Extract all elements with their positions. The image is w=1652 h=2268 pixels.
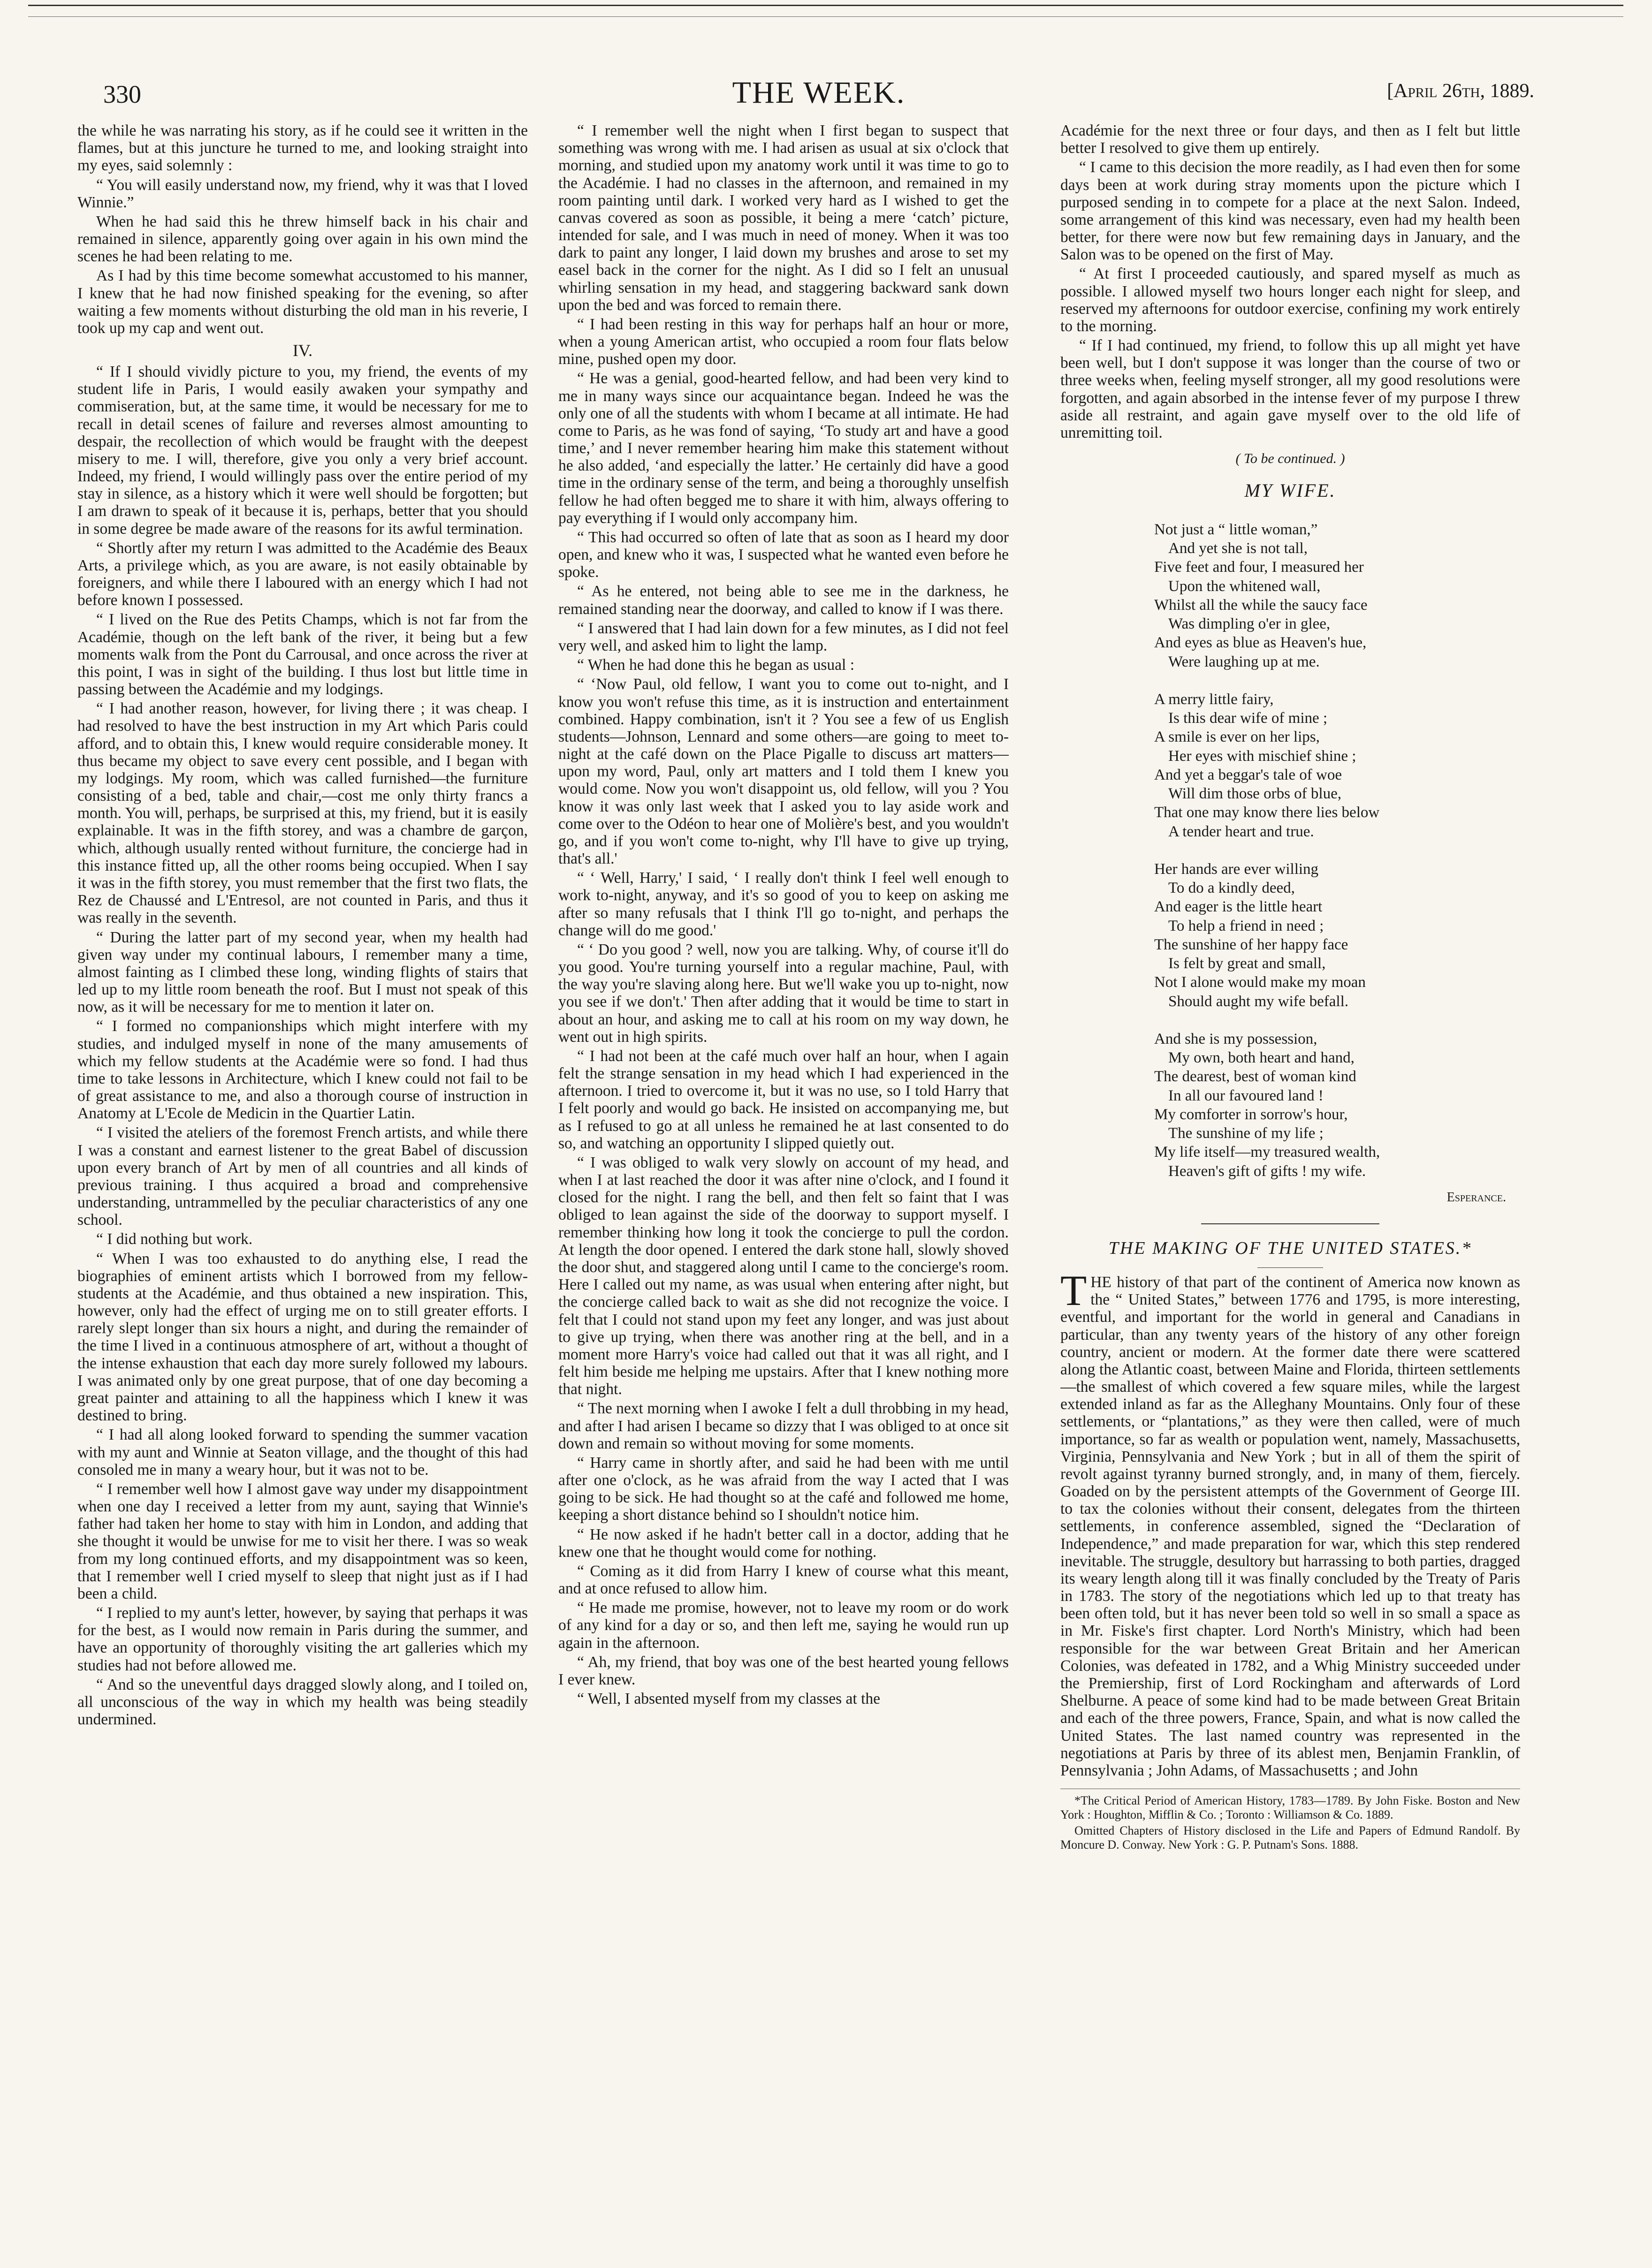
- paragraph: “ Ah, my friend, that boy was one of the best hearted young fellows I ever knew.: [558, 1653, 1009, 1688]
- poem-line: And eager is the little heart: [1154, 898, 1323, 916]
- poem-line: A tender heart and true.: [1168, 823, 1314, 840]
- poem-line: Is this dear wife of mine ;: [1168, 710, 1328, 727]
- article-body: [1060, 1267, 1520, 1779]
- paragraph: When he had said this he threw himself back in his chair and remained in silence, apparently going over again in his own mind the scenes he had been relating to me.: [77, 212, 528, 265]
- publication-title: THE WEEK.: [732, 76, 906, 110]
- poem-line: A merry little fairy,: [1154, 690, 1274, 708]
- poem-line: And yet a beggar's tale of woe: [1154, 766, 1342, 783]
- poem-line: Will dim those orbs of blue,: [1168, 785, 1341, 803]
- poem-line: Heaven's gift of gifts ! my wife.: [1168, 1162, 1366, 1180]
- paragraph: “ I was obliged to walk very slowly on account of my head, and when I at last reached the door it was after nine o'clock, and I found it closed for the night. I rang the bell, and then felt so faint that I was obliged to lean against the side of the doorway to support myself. I remember thinking how long it took the concierge to pull the cordon. At length the door opened. I entered the dark stone hall, slowly shoved the door shut, and staggered along until I came to the concierge's room. Here I called out my name, as was usual when entering after night, but the concierge called back to wait as she did not recognize the voice. I felt that I could not stand upon my feet any longer, and was just about to give up trying, when there was another ring at the bell, and in a moment more Harry's voice had called out that it was all right, and I felt him beside me helping me upstairs. After that I knew nothing more that night.: [558, 1153, 1009, 1398]
- paragraph: “ When he had done this he began as usual :: [577, 656, 855, 674]
- poem-line: My life itself—my treasured wealth,: [1154, 1144, 1380, 1161]
- poem-line: Upon the whitened wall,: [1168, 577, 1321, 595]
- paragraph: “ During the latter part of my second year, when my health had given way under my continual labours, I remember many a time, almost fainting as I climbed these long, winding flights of stairs that led up to my little room beneath the roof. But I must not speak of this now, as it will be necessary for me to mention it later on.: [77, 928, 528, 1016]
- paragraph: THE history of that part of the continent of America now known as the “ United States,” between 1776 and 1795, is more interesting, eventful, and important for the world in general and Canadians in particular, than any twenty years of the history of any other foreign country, ancient or modern. At the former date there were scattered along the Atlantic coast, between Maine and Florida, thirteen settlements—the smallest of which covered a few square miles, while the largest extended inland as far as the Alleghany Mountains. Only four of these settlements, or “plantations,” as they were then called, were of much importance, so far as wealth or population went, namely, Massachusetts, Virginia, Pennsylvania and New York ; but in all of them the spirit of revolt against tyranny burned strongly, and, in many of them, fiercely. Goaded on by the persistent attempts of the Government of George III. to tax the colonies without their consent, delegates from the thirteen settlements, in conference assembled, signed the “Declaration of Independence,” and made preparation for war, which this step rendered inevitable. The struggle, desultory but harrassing to both parties, dragged its weary length along till it was finally concluded by the Treaty of Paris in 1783. The story of the negotiations which led up to that treaty has been often told, but it has never been told so well in so small a space as in Mr. Fiske's first chapter. Lord North's Ministry, which had been responsible for the war between Great Britain and her American Colonies, was defeated in 1782, and a Whig Ministry succeeded under the Premiership, first of Lord Rockingham and afterwards of Lord Shelburne. A peace of some kind had to be made between Great Britain and each of the three powers, France, Spain, and what is now called the United States. The last named country was represented in the negotiations at Paris by three of its ablest men, Benjamin Franklin, of Pennsylvania ; John Adams, of Massachusetts ; and John: [1060, 1267, 1520, 1779]
- paragraph: “ I had all along looked forward to spending the summer vacation with my aunt and Winnie at Seaton village, and the thought of this had consoled me in many a weary hour, but it was not to be.: [77, 1426, 528, 1479]
- poem-line: Her hands are ever willing: [1154, 860, 1319, 878]
- poem-line: The dearest, best of woman kind: [1154, 1068, 1356, 1085]
- page-number: 330: [103, 80, 141, 108]
- paragraph: As I had by this time become somewhat accustomed to his manner, I knew that he had now finished speaking for the evening, so after waiting a few moments without disturbing the old man in his reverie, I took up my cap and went out.: [77, 267, 528, 337]
- paragraph: “ I had another reason, however, for living there ; it was cheap. I had resolved to have the best instruction in my Art which Paris could afford, and to obtain this, I knew would require considerable money. It thus became my object to save every cent possible, and I began with my lodgings. My room, which was called furnished—the furniture consisting of a bed, table and chair,—cost me only thirty francs a month. You will, perhaps, be surprised at this, my friend, but it is easily explainable. It was in the fifth storey, and was a chambre de garçon, which, although usually rented without furniture, the concierge had in this instance fitted up, all the other rooms being occupied. When I say it was in the fifth storey, you must remember that the first two flats, the Rez de Chaussé and L'Entresol, are not counted in Paris, and thus it was really in the seventh.: [77, 700, 528, 927]
- column-2: [558, 122, 1009, 2235]
- footnotes: [1060, 1789, 1520, 1852]
- poem-line: And eyes as blue as Heaven's hue,: [1154, 634, 1367, 652]
- issue-date: [April 26th, 1889.: [1387, 80, 1534, 102]
- poem-line: Five feet and four, I measured her: [1154, 559, 1364, 576]
- article-title: THE MAKING OF THE UNITED STATES.*: [1108, 1238, 1472, 1258]
- paragraph: “ He now asked if he hadn't better call in a doctor, adding that he knew one that he thought would come for nothing.: [558, 1525, 1009, 1561]
- poem-line: Not I alone would make my moan: [1154, 974, 1366, 991]
- paragraph: “ If I had continued, my friend, to follow this up all might yet have been well, but I don't suppose it was longer than the course of two or three weeks when, feeling myself stronger, all my good resolutions were forgotten, and again absorbed in the intense fever of my purpose I threw aside all restraint, and again gave myself over to the old life of unremitting toil.: [1060, 337, 1520, 441]
- paragraph: “ Harry came in shortly after, and said he had been with me until after one o'clock, as he was afraid from the way I acted that I was going to be sick. He had thought so at the café and followed me home, keeping a short distance behind so I shouldn't notice him.: [558, 1454, 1009, 1524]
- poem-line: Should aught my wife befall.: [1168, 993, 1349, 1010]
- paragraph: “ I remember well how I almost gave way under my disappointment when one day I received a letter from my aunt, saying that Winnie's father had taken her home to stay with him in London, and adding that she thought it would be unwise for me to visit her there. I was so weak from my long continued efforts, and my disappointment was so keen, that I remember well I cried myself to sleep that night just as if I had been a child.: [77, 1480, 528, 1602]
- paragraph: “ He made me promise, however, not to leave my room or do work of any kind for a day or so, and then left me, saying he would run up again in the afternoon.: [558, 1599, 1009, 1652]
- paragraph: “ ‘ Well, Harry,' I said, ‘ I really don't think I feel well enough to work to-night, anyway, and it's so good of you to keep on asking me after so many refusals that I think I'll go to-night, and perhaps the change will do me good.': [558, 869, 1009, 939]
- poem-line: That one may know there lies below: [1154, 804, 1380, 821]
- paragraph: “ I came to this decision the more readily, as I had even then for some days been at work during stray moments upon the picture which I purposed sending in to compete for a place at the next Salon. Indeed, some arrangement of this kind was necessary, even had my health been better, for there were now but few remaining days in January, and the Salon was to be opened on the first of May.: [1060, 159, 1520, 264]
- paragraph: “ I answered that I had lain down for a few minutes, as I did not feel very well, and asked him to light the lamp.: [558, 619, 1009, 654]
- section-number: IV.: [292, 341, 313, 360]
- poem-line: Were laughing up at me.: [1168, 653, 1320, 670]
- paragraph: “ I had not been at the café much over half an hour, when I again felt the strange sensation in my head which I had experienced in the afternoon. I tried to overcome it, but it was no use, so I told Harry that I felt poorly and would go back. He insisted on accompanying me, but as I refused to go at all unless he remained he at last consented to do so, and watching an opportunity I slipped quietly out.: [558, 1047, 1009, 1152]
- paragraph: “ I lived on the Rue des Petits Champs, which is not far from the Académie, though on the left bank of the river, it being but a few moments walk from the Pont du Carrousal, and once across the river at this point, I was in sight of the building. I thus lost but little time in passing between the Académie and my lodgings.: [77, 611, 528, 698]
- poem-line: Was dimpling o'er in glee,: [1168, 615, 1331, 633]
- poem-line: My comforter in sorrow's hour,: [1154, 1106, 1348, 1123]
- poem-line: To do a kindly deed,: [1168, 880, 1295, 897]
- paragraph: “ If I should vividly picture to you, my friend, the events of my student life in Paris, I would easily awaken your sympathy and commiseration, but, at the same time, it would be necessary for me to recall in detail scenes of failure and reverses almost amounting to despair, the recollection of which would be fraught with the deepest misery to me. I will, therefore, give you only a very brief account. Indeed, my friend, I would willingly pass over the entire period of my stay in silence, as a history which it were well should be forgotten; but I am drawn to speak of it because it is, perhaps, better that you should in some degree be made aware of the reasons for its awful termination.: [77, 363, 528, 538]
- paragraph: “ This had occurred so often of late that as soon as I heard my door open, and knew who it was, I suspected what he wanted even before he spoke.: [558, 528, 1009, 581]
- footnote: Omitted Chapters of History disclosed in the Life and Papers of Edmund Randolf. By Moncure D. Conway. New York : G. P. Putnam's Sons. 1888.: [1060, 1823, 1520, 1851]
- poem-signature: Esperance.: [1446, 1190, 1506, 1205]
- paragraph: “ I had been resting in this way for perhaps half an hour or more, when a young American artist, who occupied a room four flats below mine, pushed open my door.: [558, 315, 1009, 368]
- paragraph: “ I did nothing but work.: [96, 1230, 253, 1248]
- paragraph: the while he was narrating his story, as if he could see it written in the flames, but at this juncture he turned to me, and looking straight into my eyes, said solemnly :: [77, 122, 528, 174]
- poem-line: And she is my possession,: [1154, 1030, 1317, 1047]
- paragraph: “ I replied to my aunt's letter, however, by saying that perhaps it was for the best, as I would now remain in Paris during the summer, and have an opportunity of thoroughly visiting the art galleries which my studies had not before allowed me.: [77, 1604, 528, 1674]
- column-3: [1060, 122, 1520, 2235]
- poem-stanza: [1154, 520, 1520, 671]
- paragraph: “ And so the uneventful days dragged slowly along, and I toiled on, all unconscious of the way in which my health was being steadily undermined.: [77, 1676, 528, 1729]
- poem-line: The sunshine of my life ;: [1168, 1125, 1324, 1142]
- poem-line: A smile is ever on her lips,: [1154, 728, 1320, 746]
- paragraph: “ ‘Now Paul, old fellow, I want you to come out to-night, and I know you won't refuse this time, as it is instruction and entertainment combined. Happy combination, isn't it ? You see a few of us English students—Johnson, Lennard and some others—are going to meet to-night at the café down on the Place Pigalle to discuss art matters—upon my word, Paul, only art matters and I told them I knew you would come. Now you won't disappoint us, old fellow, will you ? You know it was only last week that I asked you to lay aside work and come over to the Odéon to hear one of Molière's best, and you wouldn't go, and if you won't come to-night, why I'll have to give up trying, that's all.': [558, 675, 1009, 868]
- paragraph: Académie for the next three or four days, and then as I felt but little better I resolved to give them up entirely.: [1060, 122, 1520, 157]
- paragraph: “ As he entered, not being able to see me in the darkness, he remained standing near the doorway, and called to know if I was there.: [558, 583, 1009, 618]
- paragraph: “ The next morning when I awoke I felt a dull throbbing in my head, and after I had arisen I became so dizzy that I was obliged to at once sit down and remain so without moving for some moments.: [558, 1400, 1009, 1452]
- poem-line: Her eyes with mischief shine ;: [1168, 747, 1356, 765]
- poem-line: Whilst all the while the saucy face: [1154, 596, 1368, 614]
- paragraph: “ Coming as it did from Harry I knew of course what this meant, and at once refused to allow him.: [558, 1562, 1009, 1598]
- poem-line: Is felt by great and small,: [1168, 955, 1326, 972]
- poem-stanza: [1154, 1030, 1520, 1181]
- paragraph: “ You will easily understand now, my friend, why it was that I loved Winnie.”: [77, 176, 528, 211]
- title-divider: [1257, 1267, 1323, 1268]
- poem-line: The sunshine of her happy face: [1154, 936, 1348, 953]
- paragraph: “ ‘ Do you good ? well, now you are talking. Why, of course it'll do you good. You're turning yourself into a regular machine, Paul, with the way you're slaving along here. But we'll wake you up to-night, now you see if we don't.' Then after adding that it would be time to start in about an hour, and asking me to call at his room on my way down, he went out in high spirits.: [558, 941, 1009, 1046]
- section-divider: [1201, 1223, 1379, 1224]
- poem-line: My own, both heart and hand,: [1168, 1049, 1355, 1067]
- page-header: [103, 70, 1534, 122]
- column-1: [77, 122, 528, 2235]
- poem-stanza: [1154, 690, 1520, 841]
- poem-line: To help a friend in need ;: [1168, 917, 1324, 934]
- paragraph: “ Shortly after my return I was admitted to the Académie des Beaux Arts, a privilege which, as you are aware, is not easily obtainable by foreigners, and while there I laboured with an energy which I had not before known I possessed.: [77, 539, 528, 609]
- top-border-rule: [28, 5, 1623, 17]
- to-be-continued: ( To be continued. ): [1235, 451, 1345, 467]
- poem-line: Not just a “ little woman,”: [1154, 521, 1318, 538]
- paragraph: “ I formed no companionships which might interfere with my studies, and indulged myself in none of the many amusements of which my fellow students at the Académie were so fond. I had thus time to take lessons in Architecture, which I knew could not fail to be of great assistance to me, and also a thorough course of instruction in Anatomy at L'Ecole de Medicin in the Quartier Latin.: [77, 1017, 528, 1123]
- paragraph: “ At first I proceeded cautiously, and spared myself as much as possible. I allowed myself two hours longer each night for sleep, and reserved my afternoons for outdoor exercise, confining my work entirely to the morning.: [1060, 265, 1520, 335]
- paragraph: “ He was a genial, good-hearted fellow, and had been very kind to me in many ways since our acquaintance began. Indeed he was the only one of all the students with whom I became at all intimate. He had come to Paris, as he was fond of saying, ‘To study art and have a good time,’ and I never remember hearing him make this statement without he also added, ‘and especially the latter.’ He certainly did have a good time in the ordinary sense of the term, and being a thoroughly unselfish fellow he had often begged me to share it with him, always offering to pay everything if I would only accompany him.: [558, 370, 1009, 527]
- poem-line: And yet she is not tall,: [1168, 540, 1308, 557]
- footnote: *The Critical Period of American History, 1783—1789. By John Fiske. Boston and New York : Houghton, Mifflin & Co. ; Toronto : Williamson & Co. 1889.: [1060, 1794, 1520, 1821]
- poem-stanza: [1154, 860, 1520, 1011]
- poem: [1060, 520, 1520, 1181]
- paragraph: “ I visited the ateliers of the foremost French artists, and while there I was a constant and earnest listener to the great Babel of discussion upon every branch of Art by men of all countries and all kinds of previous training. I thus acquired a broad and comprehensive understanding, untrammelled by the peculiar characteristics of any one school.: [77, 1124, 528, 1229]
- paragraph: “ Well, I absented myself from my classes at the: [577, 1690, 881, 1708]
- poem-title: MY WIFE.: [1244, 480, 1336, 501]
- paragraph: “ When I was too exhausted to do anything else, I read the biographies of eminent artists which I borrowed from my fellow-students at the Académie, and thus obtained a new inspiration. This, however, only had the effect of urging me on to still greater efforts. I rarely slept longer than six hours a night, and during the remainder of the time I lived in a continuous atmosphere of art, without a thought of the intense exhaustion that each day more surely followed my labours. I was animated only by one great purpose, that of one day becoming a great painter and attaining to all the happiness which I knew it was destined to bring.: [77, 1250, 528, 1425]
- poem-line: In all our favoured land !: [1168, 1087, 1324, 1104]
- paragraph: “ I remember well the night when I first began to suspect that something was wrong with me. I had arisen as usual at six o'clock that morning, and studied upon my anatomy work until it was time to go to the Académie. I had no classes in the afternoon, and remained in my room painting until dark. I worked very hard as I wished to get the canvas covered as soon as possible, it being a mere ‘catch’ picture, intended for sale, and I was much in need of money. When it was too dark to paint any longer, I laid down my brushes and arose to set my easel back in the corner for the night. As I did so I felt an unusual whirling sensation in my head, and staggering backward sank down upon the bed and was forced to remain there.: [558, 122, 1009, 314]
